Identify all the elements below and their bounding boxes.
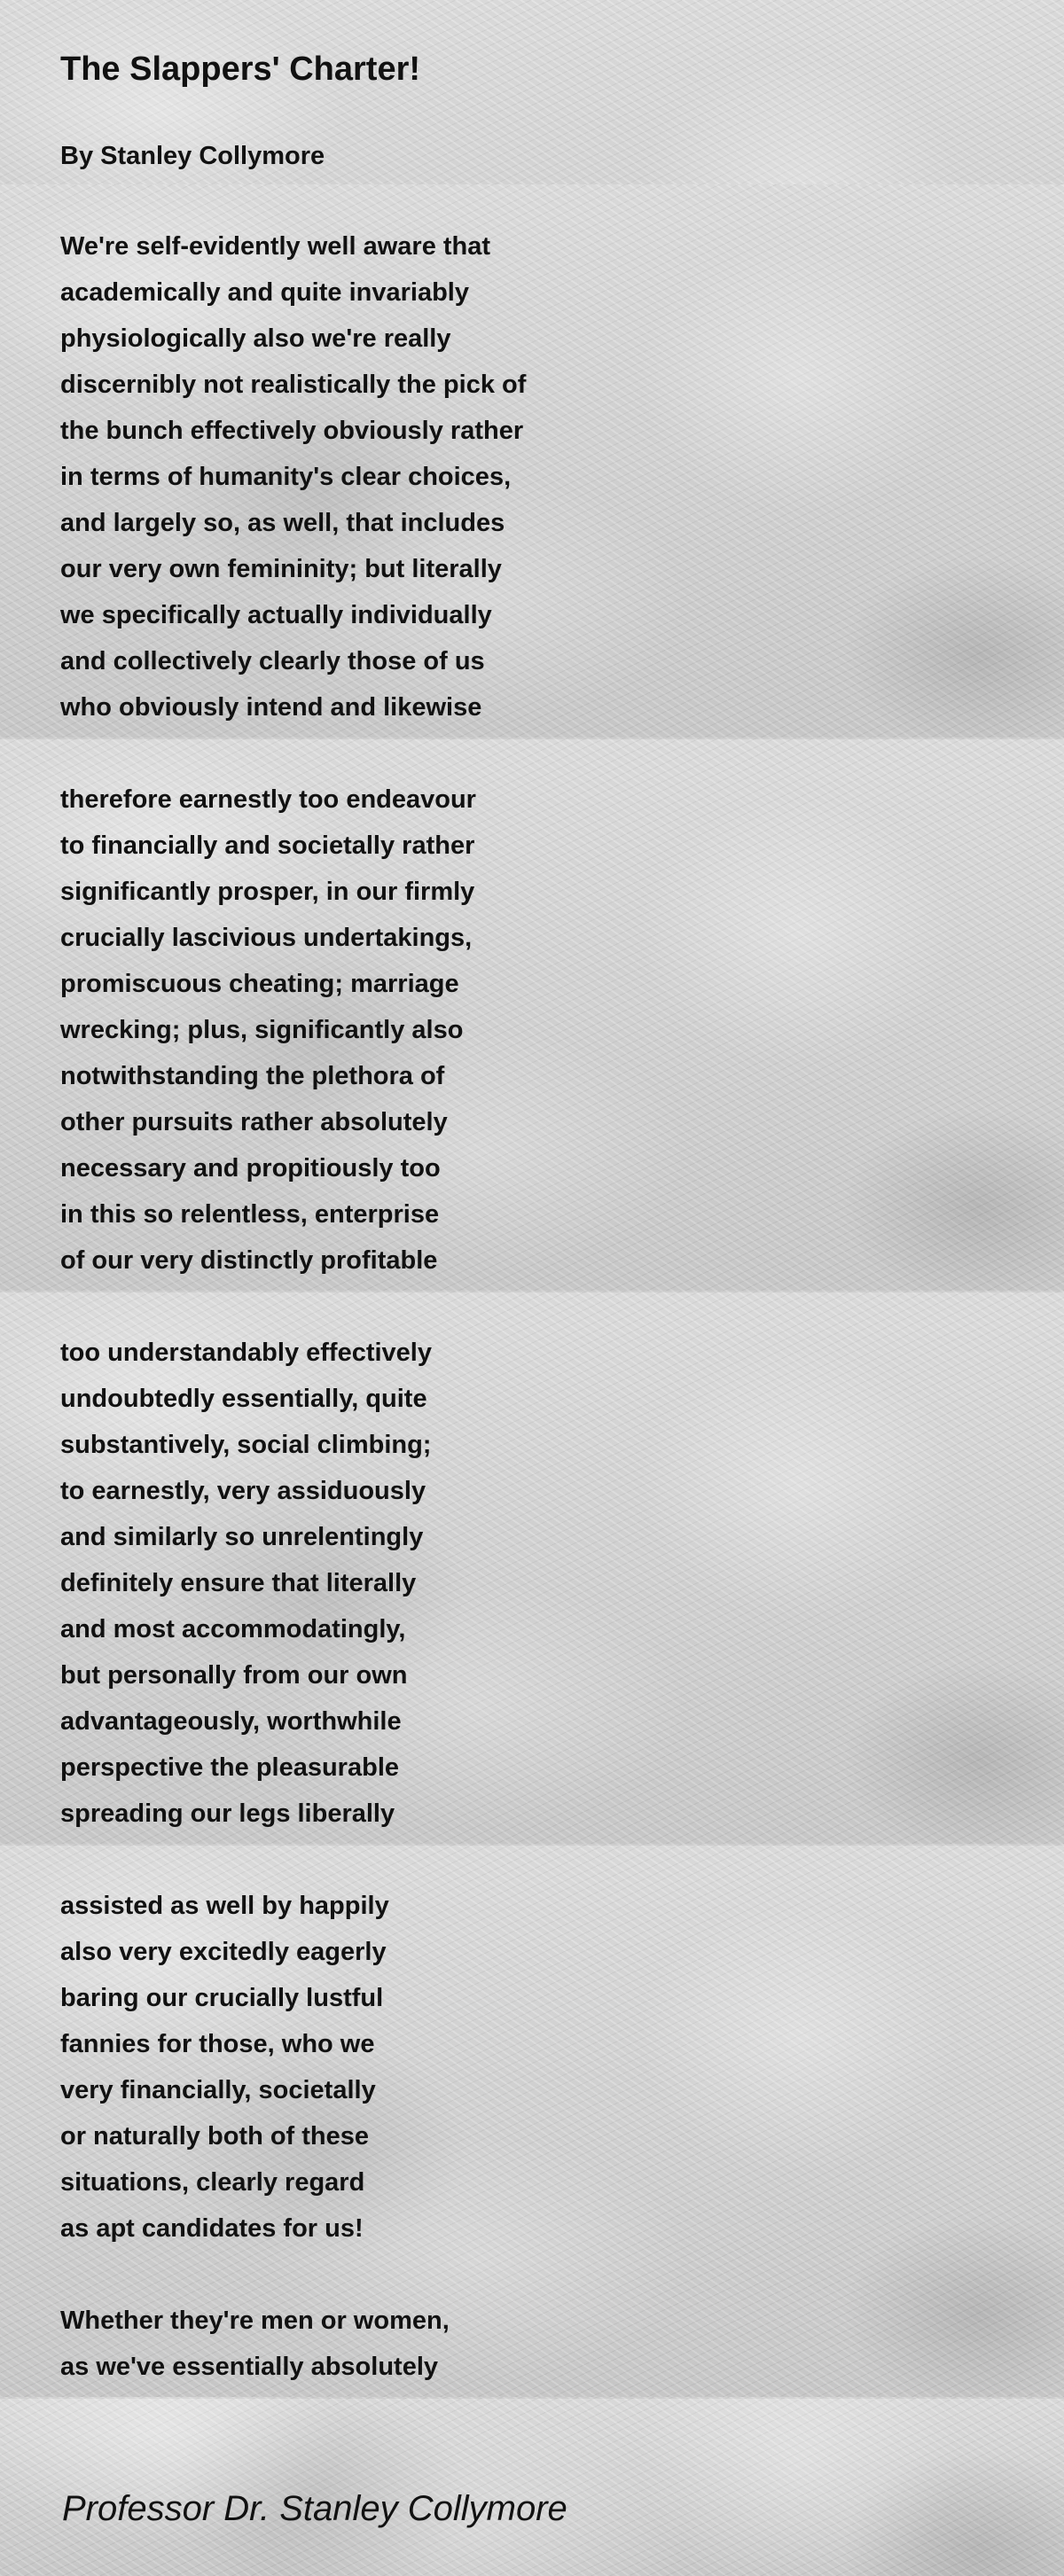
poem-line: to financially and societally rather — [60, 831, 475, 860]
poem-line: substantively, social climbing; — [60, 1431, 432, 1459]
poem-line: Whether they're men or women, — [60, 2307, 450, 2335]
poem-line: and largely so, as well, that includes — [60, 509, 505, 537]
poem-line: or naturally both of these — [60, 2122, 370, 2151]
poem-line: significantly prosper, in our firmly — [60, 878, 475, 906]
poem-line: spreading our legs liberally — [60, 1799, 395, 1828]
stanza-3 — [60, 1330, 432, 1837]
poem-line: physiologically also we're really — [60, 324, 451, 353]
poem-line: undoubtedly essentially, quite — [60, 1385, 427, 1413]
poem-line: necessary and propitiously too — [60, 1154, 441, 1183]
poem-line: as we've essentially absolutely — [60, 2353, 439, 2381]
poem-line: very financially, societally — [60, 2076, 376, 2104]
stanza-4 — [60, 1883, 389, 2252]
poem-line: in this so relentless, enterprise — [60, 1200, 440, 1229]
poem-line: who obviously intend and likewise — [60, 693, 482, 722]
poem-line: advantageously, worthwhile — [60, 1707, 402, 1736]
poem-line: notwithstanding the plethora of — [60, 1062, 445, 1090]
stanza-1 — [60, 223, 526, 730]
poem-line: discernibly not realistically the pick of — [60, 371, 527, 399]
poem-line: as apt candidates for us! — [60, 2214, 364, 2243]
poem-line: too understandably effectively — [60, 1339, 432, 1367]
poem-line: and collectively clearly those of us — [60, 647, 485, 675]
stanza-5 — [60, 2298, 450, 2390]
band-divider — [0, 2397, 1064, 2399]
poem-line: our very own femininity; but literally — [60, 555, 502, 583]
poem-line: and similarly so unrelentingly — [60, 1523, 424, 1551]
poem-line: to earnestly, very assiduously — [60, 1477, 426, 1505]
stanza-2 — [60, 777, 476, 1284]
band-divider — [0, 738, 1064, 739]
poem-line: academically and quite invariably — [60, 278, 469, 307]
poem-line: fannies for those, who we — [60, 2030, 375, 2058]
poem-line: baring our crucially lustful — [60, 1984, 384, 2012]
background-band — [0, 2397, 1064, 2576]
poem-line: definitely ensure that literally — [60, 1569, 417, 1597]
poem-title: The Slappers' Charter! — [60, 51, 421, 88]
poem-line: promiscuous cheating; marriage — [60, 970, 459, 998]
band-divider — [0, 1844, 1064, 1846]
author-signature: Professor Dr. Stanley Collymore — [62, 2489, 567, 2528]
poem-line: but personally from our own — [60, 1661, 408, 1690]
poem-line: therefore earnestly too endeavour — [60, 785, 476, 814]
poem-line: also very excitedly eagerly — [60, 1938, 387, 1966]
poem-line: the bunch effectively obviously rather — [60, 417, 524, 445]
poem-line: situations, clearly regard — [60, 2168, 365, 2197]
poem-line: we specifically actually individually — [60, 601, 492, 629]
poem-line: and most accommodatingly, — [60, 1615, 406, 1643]
poem-line: of our very distinctly profitable — [60, 1246, 438, 1275]
poem-line: other pursuits rather absolutely — [60, 1108, 448, 1136]
poem-line: wrecking; plus, significantly also — [60, 1016, 464, 1044]
poem-byline: By Stanley Collymore — [60, 142, 325, 170]
poem-line: in terms of humanity's clear choices, — [60, 463, 512, 491]
poem-line: perspective the pleasurable — [60, 1753, 399, 1782]
poem-line: assisted as well by happily — [60, 1892, 389, 1920]
poem-line: We're self-evidently well aware that — [60, 232, 491, 261]
band-divider — [0, 1291, 1064, 1292]
poem-line: crucially lascivious undertakings, — [60, 924, 473, 952]
